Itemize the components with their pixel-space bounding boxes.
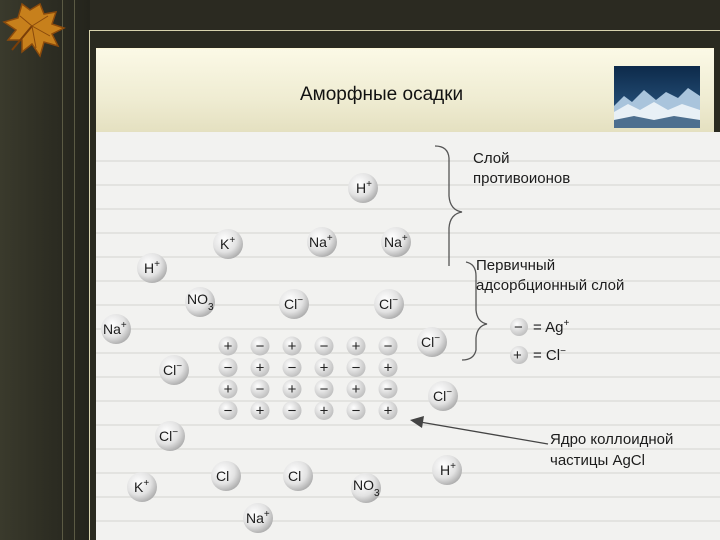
svg-text:Cl−: Cl−: [433, 387, 453, 404]
core-arrow-head: [410, 416, 424, 428]
core-label-line2: частицы AgCl: [550, 452, 645, 469]
svg-text:Cl−: Cl−: [284, 295, 304, 312]
svg-text:H+: H+: [356, 179, 372, 196]
ion-cl-6: [155, 421, 185, 451]
lattice-sign: −: [351, 402, 361, 420]
core-lattice: [219, 337, 398, 421]
mountain-photo: [614, 66, 700, 128]
core-arrow-line: [420, 422, 548, 444]
micelle-diagram: [96, 132, 720, 540]
lattice-ion: [315, 380, 334, 399]
svg-text:Cl−: Cl−: [421, 333, 441, 350]
lattice-ion: [315, 401, 334, 420]
lattice-sign: +: [383, 402, 393, 420]
slide-title: Аморфные осадки: [300, 84, 464, 105]
lattice-sign: +: [383, 359, 393, 377]
lattice-ion: [251, 401, 270, 420]
ion-cl-5: [428, 381, 458, 411]
lattice-sign: −: [319, 381, 329, 398]
ion-h-1: [348, 173, 378, 203]
lattice-ion: [219, 401, 238, 420]
svg-text:Na+: Na+: [103, 320, 127, 337]
lattice-sign: +: [223, 381, 233, 398]
lattice-ion: [347, 380, 366, 399]
left-decorative-bar: [0, 0, 90, 540]
legend-minus: [510, 318, 569, 336]
svg-text:= Ag+: = Ag+: [533, 318, 570, 336]
lattice-sign: +: [351, 338, 361, 355]
frame-line-horizontal: [90, 30, 720, 31]
lattice-ion: [347, 337, 366, 356]
lattice-ion: [283, 380, 302, 399]
ion-cl-8: [283, 461, 313, 491]
lattice-sign: +: [287, 338, 297, 355]
lattice-ion: [379, 358, 398, 377]
lattice-sign: −: [223, 359, 233, 377]
svg-text:Na+: Na+: [246, 509, 270, 526]
ion-cl-3: [417, 327, 447, 357]
lattice-sign: +: [255, 359, 265, 377]
lattice-ion: [219, 337, 238, 356]
svg-text:H+: H+: [440, 461, 456, 478]
core-label-line1: Ядро коллоидной: [550, 431, 674, 448]
lattice-sign: +: [351, 381, 361, 398]
ion-no3-1: [185, 287, 215, 317]
frame-line-vertical: [89, 30, 90, 540]
ion-na-1: [307, 227, 337, 257]
svg-text:= Cl−: = Cl−: [533, 346, 566, 364]
ion-cl-2: [374, 289, 404, 319]
svg-text:NO3: $NO_3$: [353, 477, 380, 499]
legend-plus: [510, 346, 566, 364]
ion-na-4: [243, 503, 273, 533]
ion-h-3: [432, 455, 462, 485]
lattice-sign: +: [255, 402, 265, 420]
lattice-sign: +: [319, 359, 329, 377]
lattice-ion: [379, 337, 398, 356]
lattice-sign: −: [255, 338, 265, 355]
counter-layer-label-line1: Слой: [473, 150, 510, 167]
lattice-ion: [251, 358, 270, 377]
lattice-sign: −: [255, 381, 265, 398]
lattice-ion: [219, 358, 238, 377]
svg-text:NO3: $NO_3$: [187, 291, 214, 313]
ion-h-2: [137, 253, 167, 283]
autumn-leaf-icon: [0, 0, 80, 64]
lattice-ion: [283, 401, 302, 420]
lattice-ion: [379, 380, 398, 399]
lattice-sign: +: [223, 338, 233, 355]
lattice-sign: −: [223, 402, 233, 420]
ion-k-2: [127, 472, 157, 502]
svg-text:K+: K+: [220, 235, 236, 252]
svg-text:Cl−: Cl−: [159, 427, 179, 444]
lattice-ion: [251, 380, 270, 399]
svg-text:Cl−: Cl−: [379, 295, 399, 312]
lattice-ion: [283, 358, 302, 377]
lattice-sign: −: [319, 338, 329, 355]
svg-text:−: −: [514, 319, 523, 336]
svg-text:Cl: Cl: [288, 468, 302, 484]
lattice-sign: −: [383, 338, 393, 355]
svg-text:+: +: [513, 347, 522, 364]
lattice-ion: [379, 401, 398, 420]
lattice-sign: −: [351, 359, 361, 377]
lattice-ion: [315, 337, 334, 356]
ion-cl-1: [279, 289, 309, 319]
lattice-sign: +: [319, 402, 329, 420]
svg-text:Na+: Na+: [384, 233, 408, 250]
top-band: [90, 0, 720, 30]
ion-k-1: [213, 229, 243, 259]
ion-na-2: [381, 227, 411, 257]
lattice-ion: [315, 358, 334, 377]
ion-cl-7: [211, 461, 241, 491]
ion-no3-2: [351, 473, 381, 503]
lattice-ion: [347, 358, 366, 377]
svg-text:Cl: Cl: [216, 468, 230, 484]
counter-layer-label-line2: противоионов: [473, 170, 571, 187]
svg-text:Na+: Na+: [309, 233, 333, 250]
lattice-ion: [283, 337, 302, 356]
counter-layer-bracket: [435, 146, 462, 266]
lattice-sign: −: [383, 381, 393, 398]
svg-text:Cl−: Cl−: [163, 361, 183, 378]
svg-text:K+: K+: [134, 478, 150, 495]
lattice-ion: [347, 401, 366, 420]
adsorption-layer-label-line2: адсорбционный слой: [476, 277, 625, 294]
lattice-sign: −: [287, 402, 297, 420]
ion-na-3: [101, 314, 131, 344]
lattice-sign: −: [287, 359, 297, 377]
lattice-sign: +: [287, 381, 297, 398]
lattice-ion: [251, 337, 270, 356]
ion-cl-4: [159, 355, 189, 385]
lattice-ion: [219, 380, 238, 399]
svg-text:H+: H+: [144, 259, 160, 276]
adsorption-layer-label-line1: Первичный: [476, 257, 556, 274]
